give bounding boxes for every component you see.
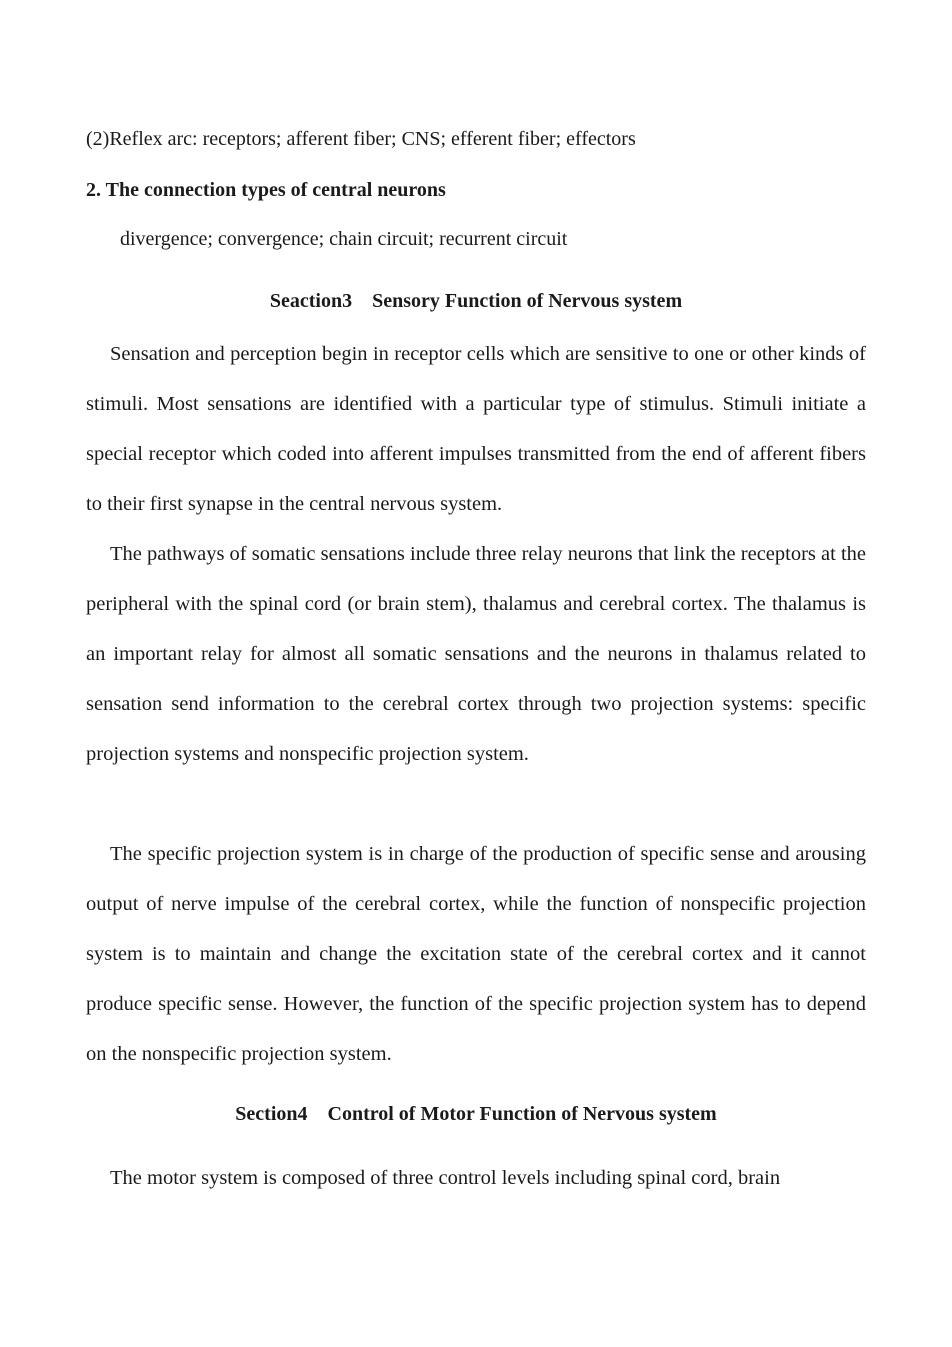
section3-title: Seaction3 Sensory Function of Nervous system [269, 290, 683, 312]
reflex-arc-line: (2)Reflex arc: receptors; afferent fiber; CNS; efferent fiber; effectors [86, 128, 636, 150]
section4-title: Section4 Control of Motor Function of Nervous system [235, 1103, 717, 1125]
section4-paragraph-1: The motor system is composed of three control levels including spinal cord, brain [110, 1167, 781, 1189]
section3-paragraph-1: Sensation and perception begin in receptor cells which are sensitive to one or other kinds of stimuli. Most sensations are identified with a particular type of stimulus. Stimuli initiate a special receptor which coded into afferent impulses transmitted from the end of afferent fibers to their first synapse in the central nervous system. [86, 343, 866, 515]
connection-types-list: divergence; convergence; chain circuit; recurrent circuit [120, 228, 568, 250]
connection-types-heading: 2. The connection types of central neurons [86, 179, 446, 201]
section3-paragraph-3: The specific projection system is in charge of the production of specific sense and arousing output of nerve impulse of the cerebral cortex, while the function of nonspecific projection system is to maintain and change the excitation state of the cerebral cortex and it cannot produce specific sense. However, the function of the specific projection system has to depend on the nonspecific projection system. [86, 843, 866, 1065]
section3-paragraph-2: The pathways of somatic sensations include three relay neurons that link the receptors at the peripheral with the spinal cord (or brain stem), thalamus and cerebral cortex. The thalamus is an important relay for almost all somatic sensations and the neurons in thalamus related to sensation send information to the cerebral cortex through two projection systems: specific projection systems and nonspecific projection system. [86, 543, 866, 765]
